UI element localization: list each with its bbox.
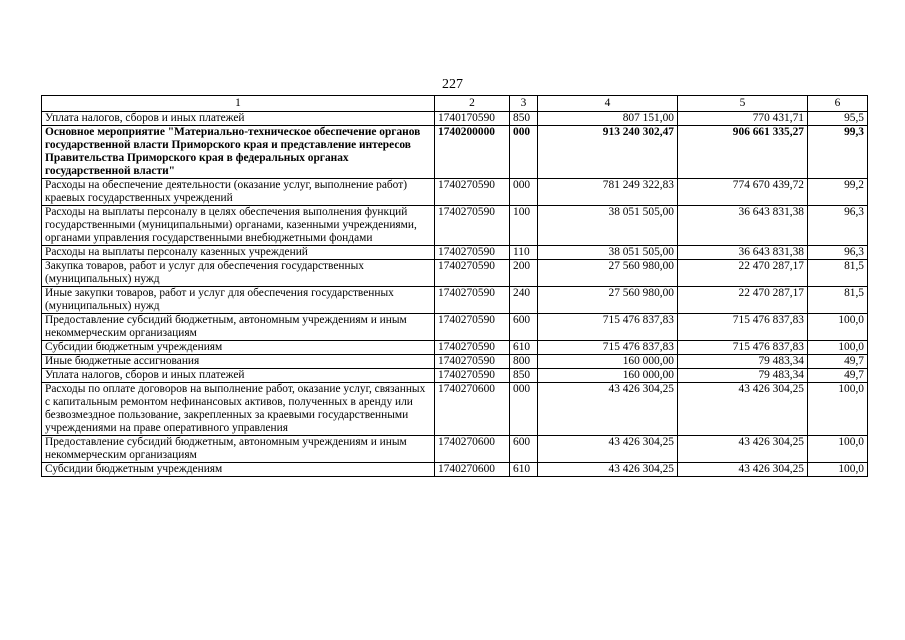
row-expense-type: 850: [510, 369, 538, 383]
table-row: [42, 112, 868, 126]
column-header-3: 3: [510, 96, 538, 112]
row-expense-type: 600: [510, 436, 538, 463]
row-percent: 100,0: [808, 314, 868, 341]
row-percent: 96,3: [808, 206, 868, 246]
row-name: Закупка товаров, работ и услуг для обеспечения государственных (муниципальных) нужд: [42, 260, 435, 287]
row-name: Иные закупки товаров, работ и услуг для обеспечения государственных (муниципальных) нужд: [42, 287, 435, 314]
row-name: Предоставление субсидий бюджетным, автономным учреждениям и иным некоммерческим организациям: [42, 436, 435, 463]
row-planned-amount: 27 560 980,00: [538, 260, 678, 287]
row-actual-amount: 43 426 304,25: [678, 383, 808, 436]
row-percent: 81,5: [808, 287, 868, 314]
row-actual-amount: 79 483,34: [678, 369, 808, 383]
row-expense-type: 200: [510, 260, 538, 287]
row-expense-type: 240: [510, 287, 538, 314]
row-name: Предоставление субсидий бюджетным, автономным учреждениям и иным некоммерческим организациям: [42, 314, 435, 341]
page-number: 227: [442, 77, 463, 92]
column-header-1: 1: [42, 96, 435, 112]
table-row: [42, 436, 868, 463]
row-code: 1740270590: [435, 369, 510, 383]
row-planned-amount: 43 426 304,25: [538, 383, 678, 436]
column-header-2: 2: [435, 96, 510, 112]
row-code: 1740270590: [435, 246, 510, 260]
row-planned-amount: 38 051 505,00: [538, 246, 678, 260]
table-row: [42, 355, 868, 369]
row-planned-amount: 781 249 322,83: [538, 179, 678, 206]
row-planned-amount: 43 426 304,25: [538, 436, 678, 463]
table-row: [42, 179, 868, 206]
row-planned-amount: 27 560 980,00: [538, 287, 678, 314]
row-code: 1740270590: [435, 341, 510, 355]
row-expense-type: 800: [510, 355, 538, 369]
row-planned-amount: 913 240 302,47: [538, 126, 678, 179]
row-percent: 100,0: [808, 463, 868, 477]
row-code: 1740270600: [435, 436, 510, 463]
row-percent: 49,7: [808, 355, 868, 369]
table-row: [42, 341, 868, 355]
column-header-5: 5: [678, 96, 808, 112]
row-planned-amount: 160 000,00: [538, 355, 678, 369]
row-actual-amount: 43 426 304,25: [678, 436, 808, 463]
row-percent: 49,7: [808, 369, 868, 383]
row-code: 1740270590: [435, 179, 510, 206]
row-actual-amount: 22 470 287,17: [678, 260, 808, 287]
table-row: [42, 126, 868, 179]
row-expense-type: 610: [510, 341, 538, 355]
row-code: 1740270600: [435, 463, 510, 477]
table-row: [42, 383, 868, 436]
row-name: Уплата налогов, сборов и иных платежей: [42, 369, 435, 383]
table-row: [42, 369, 868, 383]
row-actual-amount: 36 643 831,38: [678, 246, 808, 260]
row-percent: 100,0: [808, 436, 868, 463]
row-percent: 81,5: [808, 260, 868, 287]
row-actual-amount: 715 476 837,83: [678, 314, 808, 341]
row-expense-type: 850: [510, 112, 538, 126]
row-code: 1740200000: [435, 126, 510, 179]
row-planned-amount: 715 476 837,83: [538, 314, 678, 341]
row-expense-type: 100: [510, 206, 538, 246]
row-expense-type: 610: [510, 463, 538, 477]
row-name: Расходы по оплате договоров на выполнение работ, оказание услуг, связанных с капитальным ремонтом нефинансовых активов, полученных в аренду или безвозмездное пользование, закрепленных за краевыми государственными учреждениями на праве оперативного управления: [42, 383, 435, 436]
row-planned-amount: 715 476 837,83: [538, 341, 678, 355]
row-actual-amount: 770 431,71: [678, 112, 808, 126]
table-row: [42, 463, 868, 477]
row-name: Расходы на обеспечение деятельности (оказание услуг, выполнение работ) краевых государственных учреждений: [42, 179, 435, 206]
row-name: Иные бюджетные ассигнования: [42, 355, 435, 369]
row-percent: 95,5: [808, 112, 868, 126]
row-code: 1740270600: [435, 383, 510, 436]
row-name: Субсидии бюджетным учреждениям: [42, 341, 435, 355]
row-planned-amount: 160 000,00: [538, 369, 678, 383]
row-actual-amount: 774 670 439,72: [678, 179, 808, 206]
row-planned-amount: 43 426 304,25: [538, 463, 678, 477]
row-percent: 96,3: [808, 246, 868, 260]
row-planned-amount: 38 051 505,00: [538, 206, 678, 246]
row-actual-amount: 79 483,34: [678, 355, 808, 369]
row-expense-type: 110: [510, 246, 538, 260]
table-row: [42, 287, 868, 314]
row-code: 1740270590: [435, 314, 510, 341]
row-expense-type: 000: [510, 179, 538, 206]
row-name: Основное мероприятие "Материально-техническое обеспечение органов государственной власти Приморского края и представление интересов Правительства Приморского края в федеральных органах государственной власти": [42, 126, 435, 179]
row-name: Субсидии бюджетным учреждениям: [42, 463, 435, 477]
row-planned-amount: 807 151,00: [538, 112, 678, 126]
row-expense-type: 000: [510, 383, 538, 436]
row-code: 1740270590: [435, 206, 510, 246]
row-actual-amount: 715 476 837,83: [678, 341, 808, 355]
table-row: [42, 246, 868, 260]
row-code: 1740270590: [435, 260, 510, 287]
row-percent: 100,0: [808, 383, 868, 436]
row-actual-amount: 36 643 831,38: [678, 206, 808, 246]
row-name: Расходы на выплаты персоналу в целях обеспечения выполнения функций государственными (муниципальными) органами, казенными учреждениями, органами управления государственными внебюджетными фондами: [42, 206, 435, 246]
row-name: Уплата налогов, сборов и иных платежей: [42, 112, 435, 126]
column-header-4: 4: [538, 96, 678, 112]
row-code: 1740270590: [435, 355, 510, 369]
row-percent: 100,0: [808, 341, 868, 355]
row-code: 1740170590: [435, 112, 510, 126]
table-row: [42, 206, 868, 246]
table-row: [42, 260, 868, 287]
row-percent: 99,3: [808, 126, 868, 179]
row-expense-type: 600: [510, 314, 538, 341]
column-number-row: [42, 96, 868, 112]
row-actual-amount: 906 661 335,27: [678, 126, 808, 179]
row-actual-amount: 43 426 304,25: [678, 463, 808, 477]
row-code: 1740270590: [435, 287, 510, 314]
row-percent: 99,2: [808, 179, 868, 206]
row-expense-type: 000: [510, 126, 538, 179]
budget-table: [41, 95, 868, 477]
row-actual-amount: 22 470 287,17: [678, 287, 808, 314]
table-row: [42, 314, 868, 341]
column-header-6: 6: [808, 96, 868, 112]
row-name: Расходы на выплаты персоналу казенных учреждений: [42, 246, 435, 260]
